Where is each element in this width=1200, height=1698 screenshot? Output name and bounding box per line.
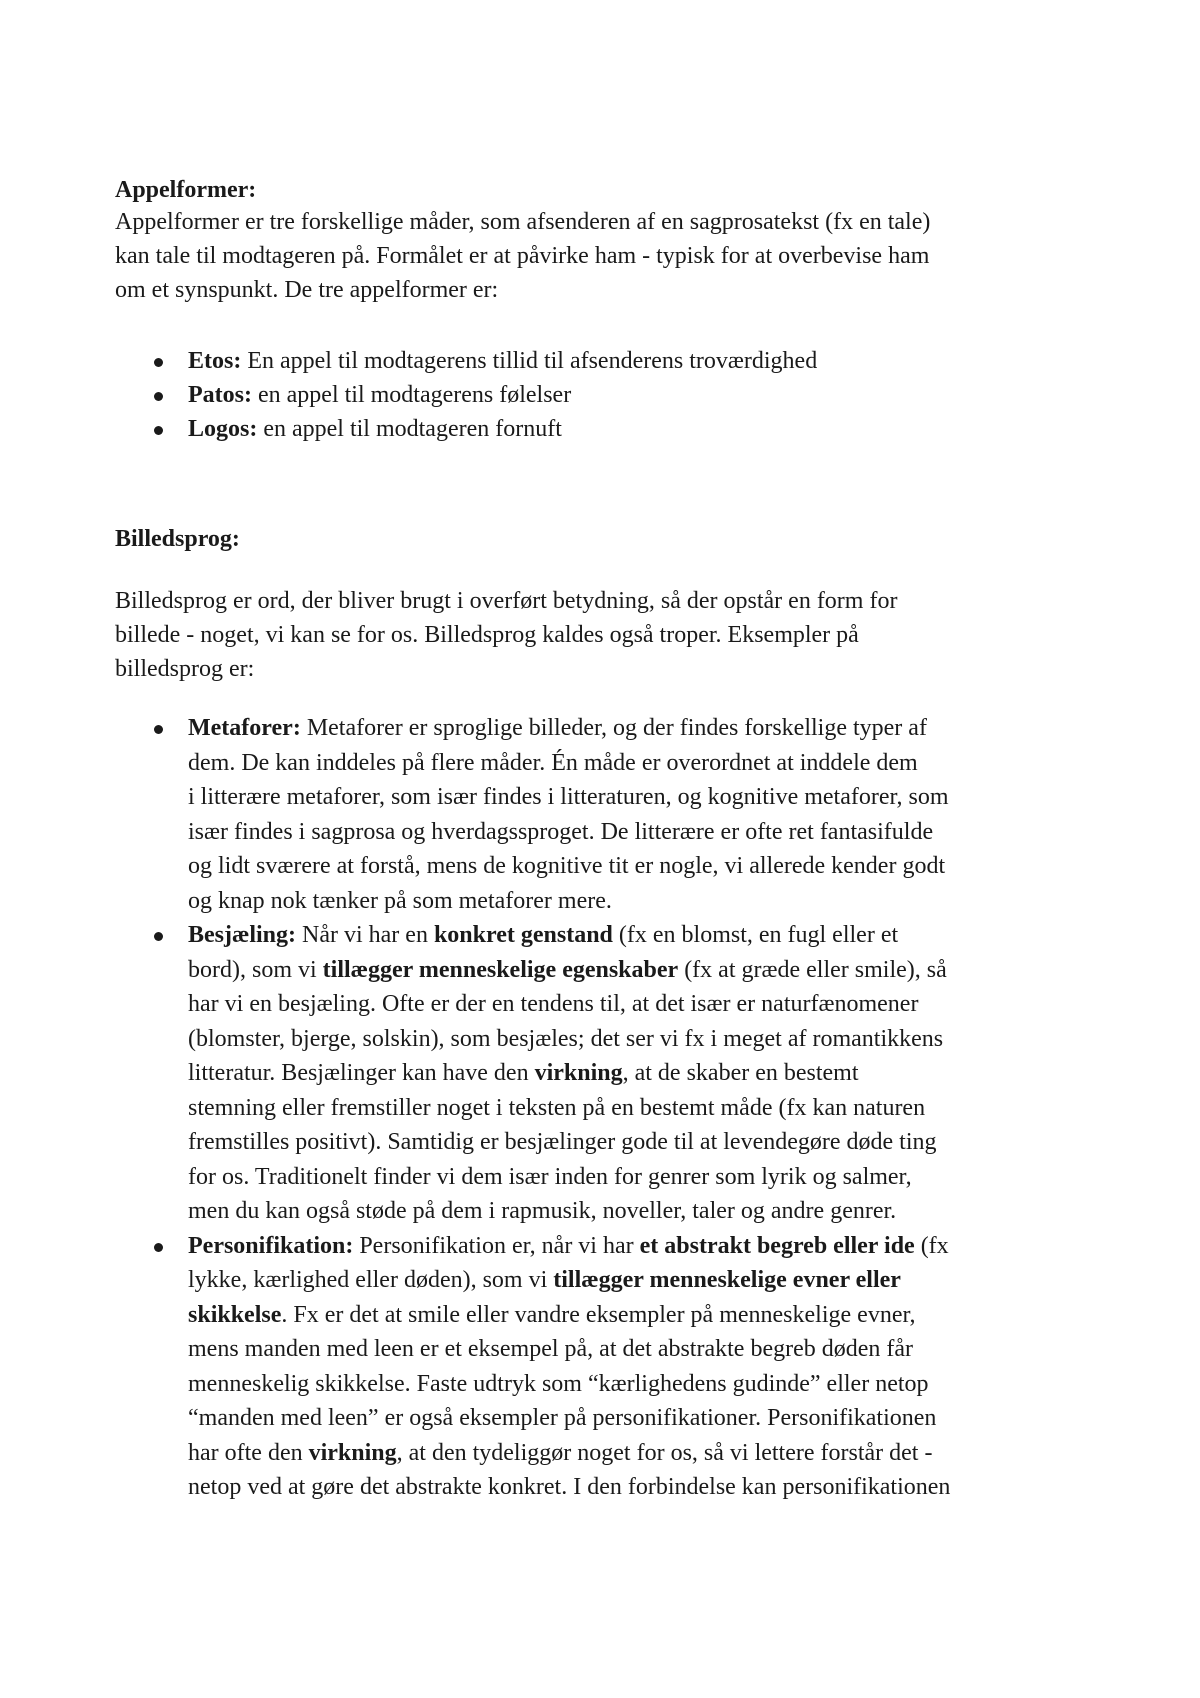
bold-term: et abstrakt begreb eller ide: [639, 1232, 915, 1259]
paragraph-line: Billedsprog er ord, der bliver brugt i overført betydning, så der opstår en form for: [115, 588, 898, 614]
list-text: en appel til modtagerens følelser: [251, 382, 572, 408]
paragraph-line: kan tale til modtageren på. Formålet er at påvirke ham - typisk for at overbevise ham: [115, 243, 930, 269]
list-line: [188, 1332, 1105, 1367]
bold-term: Personifikation:: [188, 1232, 354, 1259]
list-line: [188, 1367, 1105, 1402]
text-run: dem. De kan inddeles på flere måder. Én måde er overordnet at inddele dem: [188, 749, 918, 776]
list-line: [188, 1401, 1105, 1436]
paragraph-line: billedsprog er:: [115, 656, 255, 682]
text-run: mens manden med leen er et eksempel på, at det abstrakte begreb døden får: [188, 1336, 914, 1362]
list-text: En appel til modtagerens tillid til afsenderens troværdighed: [241, 348, 818, 374]
list-line: [188, 1022, 1105, 1057]
bold-term: Besjæling:: [188, 922, 296, 948]
list-line: [188, 849, 1105, 884]
text-run: og lidt sværere at forstå, mens de kognitive tit er nogle, vi allerede kender godt: [188, 853, 946, 879]
bold-term: virkning: [534, 1060, 623, 1086]
appelformer-intro: [115, 205, 1105, 307]
list-line: [188, 1298, 1105, 1333]
text-run: (blomster, bjerge, solskin), som besjæles; det ser vi fx i meget af romantikkens: [188, 1025, 944, 1052]
text-run: bord), som vi: [188, 956, 323, 983]
text-run: i litterære metaforer, som især findes i litteraturen, og kognitive metaforer, som: [188, 784, 949, 810]
list-term: Patos:: [188, 382, 252, 408]
list-line: [188, 1091, 1105, 1126]
list-line: [188, 918, 1105, 953]
list-item: [115, 711, 1105, 918]
text-run: , at den tydeliggør noget for os, så vi lettere forstår det -: [396, 1439, 933, 1466]
text-run: menneskelig skikkelse. Faste udtryk som “kærlighedens gudinde” eller netop: [188, 1370, 929, 1397]
bold-term: tillægger menneskelige evner eller: [553, 1267, 901, 1293]
list-item: [115, 344, 1105, 378]
bold-term: Metaforer:: [188, 715, 301, 741]
list-line: [188, 780, 1105, 815]
bullet-icon: [154, 725, 163, 734]
bullet-icon: [154, 1243, 163, 1252]
text-run: netop ved at gøre det abstrakte konkret. I den forbindelse kan personifikationen: [188, 1474, 951, 1500]
text-run: . Fx er det at smile eller vandre eksempler på menneskelige evner,: [281, 1301, 916, 1328]
list-line: [188, 1436, 1105, 1471]
text-run: men du kan også støde på dem i rapmusik, noveller, taler og andre genrer.: [188, 1198, 897, 1224]
list-line: [188, 1125, 1105, 1160]
list-line: [188, 1263, 1105, 1298]
billedsprog-section: [115, 522, 1105, 556]
text-run: litteratur. Besjælinger kan have den: [188, 1060, 535, 1086]
section-heading: Billedsprog:: [115, 526, 240, 552]
text-run: har ofte den: [188, 1439, 309, 1466]
bold-term: tillægger menneskelige egenskaber: [322, 956, 679, 983]
list-item: [115, 1229, 1105, 1505]
list-item: [115, 918, 1105, 1229]
list-line: [188, 953, 1105, 988]
text-run: lykke, kærlighed eller døden), som vi: [188, 1267, 554, 1293]
bold-term: skikkelse: [188, 1301, 282, 1328]
list-line: [188, 1470, 1105, 1505]
list-line: [188, 815, 1105, 850]
text-run: “manden med leen” er også eksempler på personifikationer. Personifikationen: [188, 1405, 937, 1431]
list-line: [188, 1056, 1105, 1091]
paragraph-line: Appelformer er tre forskellige måder, som afsenderen af en sagprosatekst (fx en tale): [115, 209, 931, 235]
paragraph-line: om et synspunkt. De tre appelformer er:: [115, 277, 499, 303]
text-run: og knap nok tænker på som metaforer mere.: [188, 887, 612, 914]
bold-term: konkret genstand: [433, 922, 613, 948]
list-line: [188, 711, 1105, 746]
appelformer-section: [115, 173, 1105, 207]
text-run: stemning eller fremstiller noget i teksten på en bestemt måde (fx kan naturen: [188, 1094, 926, 1121]
text-run: (fx en blomst, en fugl eller et: [612, 922, 899, 948]
list-text: en appel til modtageren fornuft: [257, 416, 562, 442]
appelformer-list: [115, 344, 1105, 446]
text-run: Når vi har en: [296, 922, 434, 948]
text-run: (fx: [914, 1232, 949, 1259]
list-term: Logos:: [188, 416, 258, 442]
bullet-icon: [154, 426, 163, 435]
list-line: [188, 987, 1105, 1022]
text-run: har vi en besjæling. Ofte er der en tendens til, at det især er naturfænomener: [188, 991, 919, 1017]
bullet-icon: [154, 392, 163, 401]
text-run: Metaforer er sproglige billeder, og der findes forskellige typer af: [300, 715, 927, 741]
bullet-icon: [154, 358, 163, 367]
text-run: , at de skaber en bestemt: [622, 1060, 859, 1086]
list-term: Etos:: [188, 348, 242, 374]
text-run: især findes i sagprosa og hverdagssproget. De litterære er ofte ret fantasifulde: [188, 818, 934, 845]
text-run: (fx at græde eller smile), så: [678, 956, 947, 983]
list-line: [188, 1194, 1105, 1229]
list-line: [188, 1160, 1105, 1195]
bullet-icon: [154, 932, 163, 941]
billedsprog-list: [115, 711, 1105, 1505]
bold-term: virkning: [308, 1439, 397, 1466]
text-run: for os. Traditionelt finder vi dem især inden for genrer som lyrik og salmer,: [188, 1163, 912, 1190]
list-item: [115, 412, 1105, 446]
list-line: [188, 884, 1105, 919]
billedsprog-intro: [115, 584, 1105, 686]
section-heading: Appelformer:: [115, 177, 257, 203]
text-run: Personifikation er, når vi har: [353, 1232, 640, 1259]
paragraph-line: billede - noget, vi kan se for os. Billedsprog kaldes også troper. Eksempler på: [115, 622, 859, 648]
list-item: [115, 378, 1105, 412]
text-run: fremstilles positivt). Samtidig er besjælinger gode til at levendegøre døde ting: [188, 1129, 937, 1155]
list-line: [188, 1229, 1105, 1264]
list-line: [188, 746, 1105, 781]
